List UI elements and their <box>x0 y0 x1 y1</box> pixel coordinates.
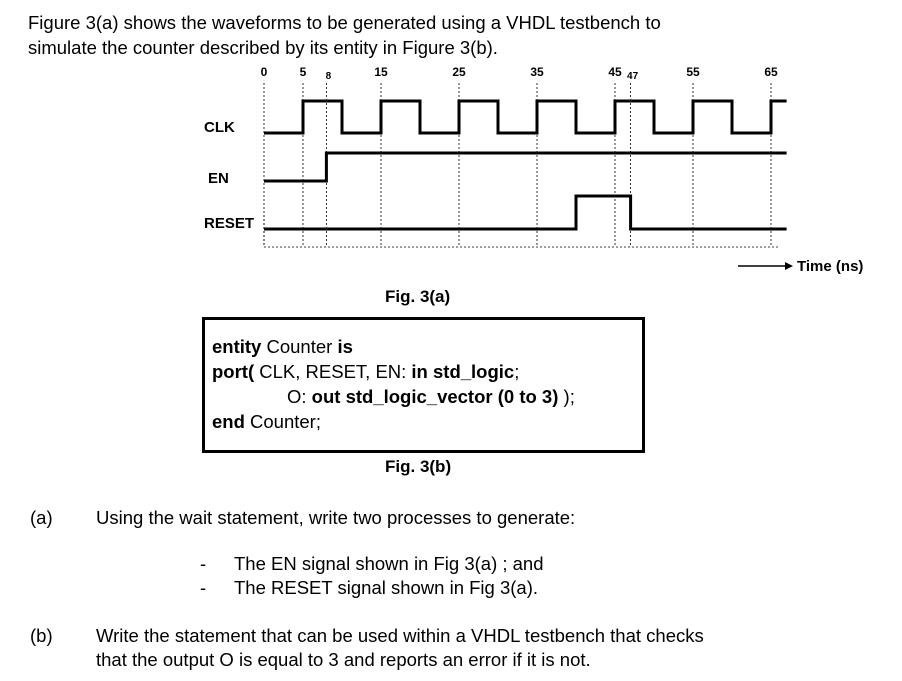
question-b-label: (b) <box>30 625 53 646</box>
code-line-2 <box>212 359 642 384</box>
tick-label-0: 0 <box>260 65 268 79</box>
output-type: out std_logic_vector (0 to 3) <box>311 386 559 407</box>
input-type: in std_logic <box>411 361 515 382</box>
question-b-line-1: Write the statement that can be used within a VHDL testbench that checks <box>96 625 704 646</box>
bullet-en-signal: The EN signal shown in Fig 3(a) ; and <box>234 553 544 574</box>
waveform-clk <box>264 101 787 133</box>
tick-label-45: 45 <box>608 65 622 79</box>
tick-labels <box>261 65 778 82</box>
keyword-is: is <box>337 336 353 357</box>
waveform-en <box>264 153 787 181</box>
signal-label-clk: CLK <box>204 119 235 136</box>
waveform-reset <box>264 196 787 229</box>
entity-name: Counter <box>261 336 338 357</box>
time-axis-label: Time (ns) <box>797 258 864 275</box>
tick-label-8: 8 <box>325 71 332 82</box>
tick-label-65: 65 <box>764 65 778 79</box>
output-port: O: <box>287 386 312 407</box>
intro-line-2: simulate the counter described by its entity in Figure 3(b). <box>28 37 498 58</box>
intro-line-1: Figure 3(a) shows the waveforms to be generated using a VHDL testbench to <box>28 12 661 33</box>
question-b-text <box>96 624 704 672</box>
figure-caption-3a: Fig. 3(a) <box>385 287 451 306</box>
signal-waveforms <box>264 101 787 229</box>
entity-code-box <box>202 317 645 453</box>
tick-label-15: 15 <box>374 65 388 79</box>
semicolon: ; <box>514 361 520 382</box>
port-list-inputs: CLK, RESET, EN: <box>254 361 412 382</box>
port-close: ); <box>558 386 575 407</box>
tick-label-5: 5 <box>299 65 307 79</box>
question-b-line-2: that the output O is equal to 3 and reports an error if it is not. <box>96 649 591 670</box>
tick-label-25: 25 <box>452 65 466 79</box>
keyword-port: port( <box>212 361 255 382</box>
signal-label-en: EN <box>208 170 229 187</box>
keyword-end: end <box>212 411 245 432</box>
time-arrow <box>738 262 793 270</box>
figure-caption-3b: Fig. 3(b) <box>385 457 452 476</box>
signal-label-reset: RESET <box>204 215 255 232</box>
timing-diagram <box>0 0 902 320</box>
question-a-text: Using the wait statement, write two processes to generate: <box>96 507 576 528</box>
code-line-3 <box>212 384 642 409</box>
tick-label-55: 55 <box>686 65 700 79</box>
tick-label-47: 47 <box>627 71 639 82</box>
end-name: Counter; <box>244 411 321 432</box>
bullet-reset-signal: The RESET signal shown in Fig 3(a). <box>234 577 539 598</box>
bullet-dash-2: - <box>200 577 207 598</box>
bullet-dash-1: - <box>200 553 207 574</box>
question-a-label: (a) <box>30 507 53 528</box>
keyword-entity: entity <box>212 336 262 357</box>
code-line-1 <box>212 334 642 359</box>
code-line-4 <box>212 409 642 434</box>
tick-label-35: 35 <box>530 65 544 79</box>
